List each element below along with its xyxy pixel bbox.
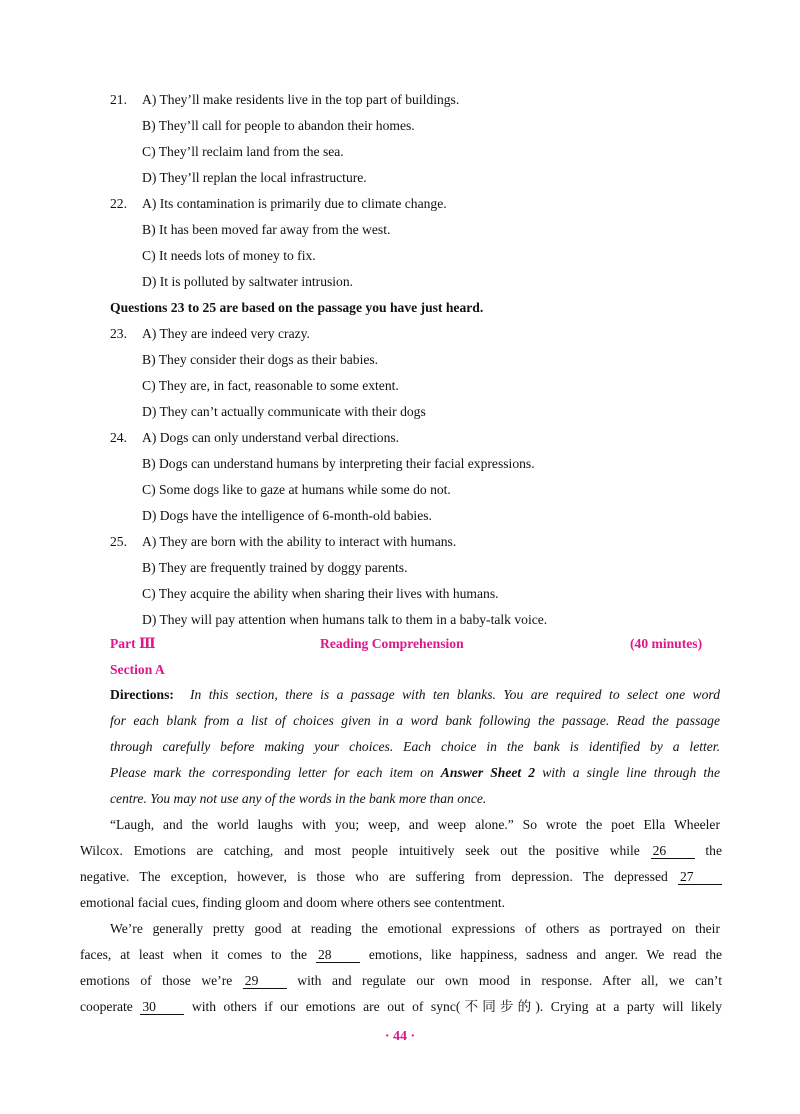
directions-text-1: In this section, there is a passage with ten blanks. You are required to select one word [190, 687, 720, 702]
question-24-option-b: B) Dogs can understand humans by interpreting their facial expressions. [142, 456, 535, 471]
directions-line-1 [110, 686, 174, 704]
passage-p2-line-4: cooperate 30 with others if our emotions are out of sync(不同步的). Crying at a party will likely [80, 999, 722, 1014]
passage-p1-line-2: Wilcox. Emotions are catching, and most people intuitively seek out the positive while 26 the [80, 843, 722, 858]
blank-28[interactable]: 28 [316, 947, 360, 963]
question-25-option-c: C) They acquire the ability when sharing their lives with humans. [142, 586, 499, 601]
section-title: Section A [110, 662, 165, 677]
directions-text-5: centre. You may not use any of the words in the bank more than once. [110, 791, 487, 806]
question-22-option-b: B) It has been moved far away from the west. [142, 222, 391, 237]
question-21-option-b: B) They’ll call for people to abandon their homes. [142, 118, 415, 133]
question-24-option-a: 24. A) Dogs can only understand verbal directions. [110, 430, 400, 445]
question-21-option-a: 21. A) They’ll make residents live in the top part of buildings. [110, 92, 460, 107]
question-25-option-d: D) They will pay attention when humans talk to them in a baby-talk voice. [142, 612, 548, 627]
passage-p1-line-1: “Laugh, and the world laughs with you; weep, and weep alone.” So wrote the poet Ella Wheeler [110, 817, 720, 832]
question-25-option-a: 25. A) They are born with the ability to interact with humans. [110, 534, 457, 549]
passage-p2-line-2: faces, at least when it comes to the 28 emotions, like happiness, sadness and anger. We read the [80, 947, 723, 962]
blank-29[interactable]: 29 [243, 973, 287, 989]
question-21-option-d: D) They’ll replan the local infrastructure. [142, 170, 367, 185]
question-22-option-d: D) It is polluted by saltwater intrusion. [142, 274, 354, 289]
passage-p1-line-3: negative. The exception, however, is those who are suffering from depression. The depressed 27 [80, 868, 722, 886]
question-number: 22. [110, 196, 127, 211]
part-label: Part Ⅲ [110, 636, 156, 651]
question-25-option-b: B) They are frequently trained by doggy parents. [142, 560, 408, 575]
directions-label: Directions: [110, 687, 174, 702]
question-22-option-c: C) It needs lots of money to fix. [142, 248, 316, 263]
answer-sheet-label: Answer Sheet 2 [440, 765, 536, 780]
directions-text-3: through carefully before making your choices. Each choice in the bank is identified by a letter. [110, 739, 720, 754]
question-23-option-b: B) They consider their dogs as their babies. [142, 352, 379, 367]
passage-p2-line-3: emotions of those we’re 29 with and regulate our own mood in response. After all, we can’t [80, 973, 722, 988]
question-23-option-a: 23. A) They are indeed very crazy. [110, 326, 310, 341]
question-24-option-c: C) Some dogs like to gaze at humans while some do not. [142, 482, 451, 497]
blank-27[interactable]: 27 [678, 869, 722, 885]
question-21-option-c: C) They’ll reclaim land from the sea. [142, 144, 344, 159]
part-time: (40 minutes) [630, 636, 703, 651]
passage-p2-line-1: We’re generally pretty good at reading the emotional expressions of others as portrayed on their [110, 921, 720, 936]
question-22-option-a: 22. A) Its contamination is primarily due to climate change. [110, 196, 447, 211]
question-number: 23. [110, 326, 127, 341]
blank-30[interactable]: 30 [140, 999, 184, 1015]
question-23-option-c: C) They are, in fact, reasonable to some extent. [142, 378, 399, 393]
question-number: 21. [110, 92, 127, 107]
directions-text-2: for each blank from a list of choices given in a word bank following the passage. Read the passage [110, 713, 720, 728]
part-title: Reading Comprehension [320, 636, 464, 651]
blank-26[interactable]: 26 [651, 843, 695, 859]
question-number: 24. [110, 430, 127, 445]
question-number: 25. [110, 534, 127, 549]
passage-heading: Questions 23 to 25 are based on the passage you have just heard. [110, 300, 484, 315]
directions-text-4: Please mark the corresponding letter for each item on Answer Sheet 2 with a single line through the [110, 765, 720, 780]
page-number: · 44 · [384, 1029, 416, 1044]
question-23-option-d: D) They can’t actually communicate with their dogs [142, 404, 426, 419]
passage-p1-line-4: emotional facial cues, finding gloom and doom where others see contentment. [80, 895, 506, 910]
question-24-option-d: D) Dogs have the intelligence of 6-month-old babies. [142, 508, 432, 523]
